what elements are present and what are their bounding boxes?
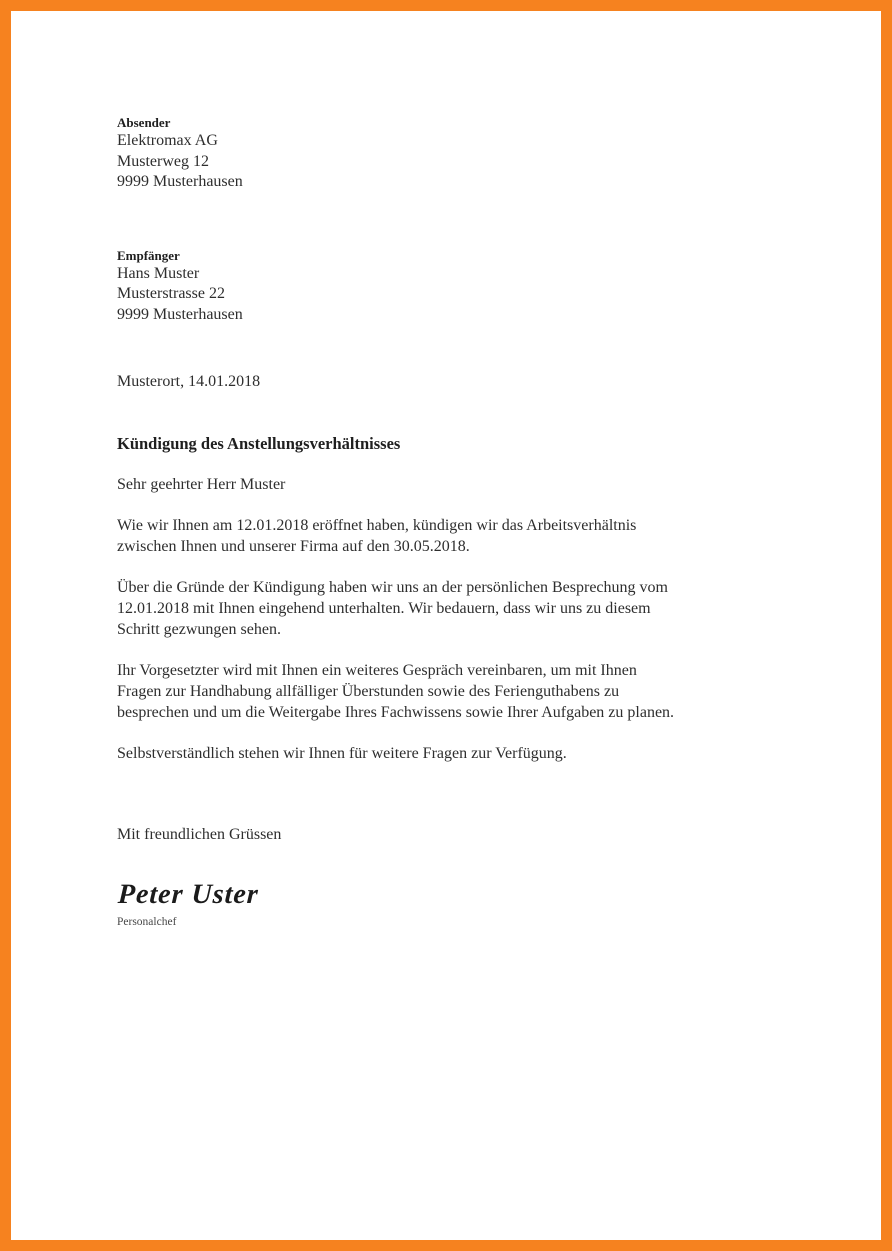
body-paragraph-2: Über die Gründe der Kündigung haben wir uns an der persönlichen Besprechung vom 12.01.2018 mit Ihnen eingehend unterhalten. Wir bedauern, dass wir uns zu diesem Schritt gezwungen sehen.: [117, 579, 668, 638]
body-paragraph-3: Ihr Vorgesetzter wird mit Ihnen ein weiteres Gespräch vereinbaren, um mit Ihnen Fragen zur Handhabung allfälliger Überstunden sowie des Ferienguthabens zu besprechen und um die Weitergabe Ihres Fachwissens sowie Ihrer Aufgaben zu planen.: [117, 662, 675, 721]
closing-line: Mit freundlichen Grüssen: [117, 826, 282, 843]
signature-title: Personalchef: [117, 916, 177, 928]
sender-label: Absender: [117, 115, 171, 130]
sender-block: [117, 114, 789, 193]
recipient-block: [117, 247, 789, 326]
signature-handwriting: Peter Uster: [117, 879, 260, 910]
letter-content: [11, 11, 869, 930]
recipient-address: Hans Muster Musterstrasse 22 9999 Musterhausen: [117, 264, 243, 323]
sender-address: Elektromax AG Musterweg 12 9999 Musterhausen: [117, 132, 243, 190]
body-paragraph-4: Selbstverständlich stehen wir Ihnen für weitere Fragen zur Verfügung.: [117, 745, 567, 762]
body-paragraph-1: Wie wir Ihnen am 12.01.2018 eröffnet haben, kündigen wir das Arbeitsverhältnis zwischen Ihnen und unserer Firma auf den 30.05.2018.: [117, 517, 637, 555]
recipient-label: Empfänger: [117, 247, 180, 263]
subject-line: Kündigung des Anstellungsverhältnisses: [117, 434, 401, 453]
salutation: Sehr geehrter Herr Muster: [117, 476, 286, 493]
date-line: Musterort, 14.01.2018: [117, 373, 261, 390]
